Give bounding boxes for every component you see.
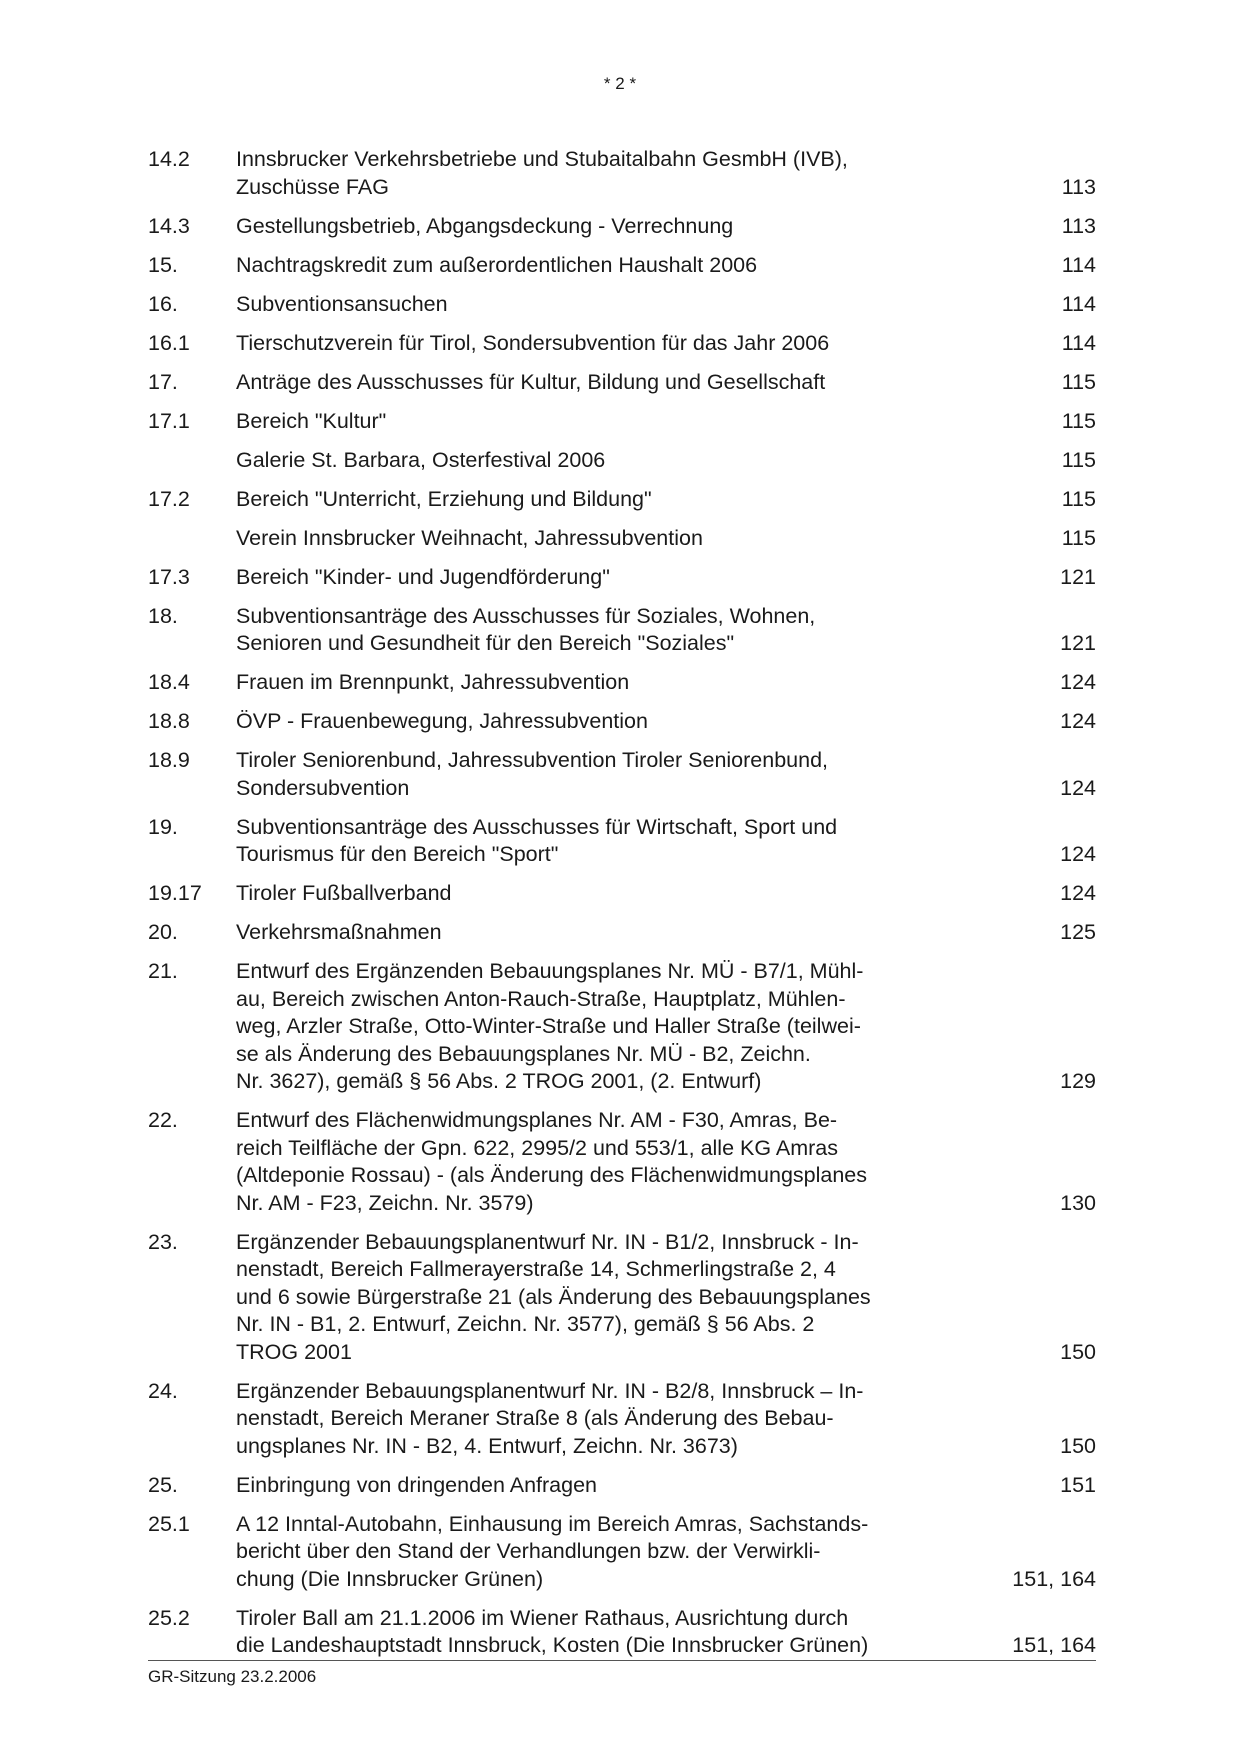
toc-entry [148,408,1096,436]
toc-entry [148,747,1096,802]
toc-entry [148,880,1096,908]
toc-entry-title: Subventionsansuchen [236,291,448,316]
toc-entry-number: 23. [148,1229,178,1254]
toc-entry [148,958,1096,1096]
toc-entry-title: Entwurf des Ergänzenden Bebauungsplanes Nr. MÜ - B7/1, Mühl- au, Bereich zwischen Anton-Rauch-Straße, Hauptplatz, Mühlen- weg, Arzler Straße, Otto-Winter-Straße und Haller Straße (teilwei- se als Änderung des Bebauungsplanes Nr. MÜ - B2, Zeichn. Nr. 3627), gemäß § 56 Abs. 2 TROG 2001, (2. Entwurf) [236,959,864,1093]
toc-entry-number: 18.8 [148,709,190,733]
toc-entry-number: 14.3 [148,213,190,238]
toc-entry [148,708,1096,736]
toc-entry-title: Verein Innsbrucker Weihnacht, Jahressubvention [236,525,703,550]
toc-entry-title: Verkehrsmaßnahmen [236,920,442,944]
toc-entry-page: 113 [1061,213,1096,238]
toc-entry-number: 24. [148,1378,178,1403]
toc-entry-page: 121 [1060,564,1096,589]
toc-entry [148,814,1096,869]
toc-entry-number: 18.9 [148,748,190,772]
toc-entry-title: Ergänzender Bebauungsplanentwurf Nr. IN - B2/8, Innsbruck – In- nenstadt, Bereich Meraner Straße 8 (als Änderung des Bebau- ungsplanes Nr. IN - B2, 4. Entwurf, Zeichn. Nr. 3673) [236,1378,864,1458]
toc-entry [148,1107,1096,1217]
toc-entry [148,330,1096,358]
toc-entry-title: Innsbrucker Verkehrsbetriebe und Stubaitalbahn GesmbH (IVB), Zuschüsse FAG [236,147,848,199]
toc-entry-title: Ergänzender Bebauungsplanentwurf Nr. IN - B1/2, Innsbruck - In- nenstadt, Bereich Fallmerayerstraße 14, Schmerlingstraße 2, 4 und 6 sowie Bürgerstraße 21 (als Änderung des Bebauungsplanes Nr. IN - B1, 2. Entwurf, Zeichn. Nr. 3577), gemäß § 56 Abs. 2 TROG 2001 [236,1229,871,1364]
toc-entry [148,369,1096,397]
toc-entry-title: A 12 Inntal-Autobahn, Einhausung im Bereich Amras, Sachstands- bericht über den Stand der Verhandlungen bzw. der Verwirkli- chung (Die Innsbrucker Grünen) [236,1511,869,1591]
toc-entry-page: 115 [1061,369,1096,394]
toc-entry-page: 151, 164 [1012,1633,1096,1657]
toc-entry [148,252,1096,280]
page-number-header: * 2 * [603,74,637,93]
toc-entry-title: Tiroler Ball am 21.1.2006 im Wiener Rathaus, Ausrichtung durch die Landeshauptstadt Innsbruck, Kosten (Die Innsbrucker Grünen) [236,1605,869,1657]
toc-entry-number: 15. [148,252,178,277]
toc-entry-title: Tierschutzverein für Tirol, Sondersubvention für das Jahr 2006 [236,330,830,355]
toc-entry-page: 114 [1061,252,1096,277]
toc-entry-title: Anträge des Ausschusses für Kultur, Bildung und Gesellschaft [236,369,826,394]
toc-entry-page: 124 [1060,881,1096,905]
toc-entry-number: 25. [148,1472,178,1497]
toc-entry-number: 17.2 [148,486,190,511]
toc-entry-page: 115 [1061,486,1096,511]
toc-entry [148,919,1096,947]
toc-entry-number: 17.3 [148,564,190,589]
toc-entry-title: Gestellungsbetrieb, Abgangsdeckung - Verrechnung [236,213,734,238]
toc-entry-number: 22. [148,1108,178,1132]
toc-entry-page: 114 [1061,330,1096,355]
toc-entry [148,291,1096,319]
toc-entry-page: 124 [1060,842,1096,866]
toc-entry-number: 25.2 [148,1605,190,1630]
toc-entry-page: 114 [1061,291,1096,316]
toc-entry [148,1229,1096,1367]
toc-entry-page: 129 [1060,1069,1096,1093]
toc-entry-title: Bereich "Unterricht, Erziehung und Bildung" [236,486,652,511]
toc-entry [148,1472,1096,1500]
toc-entry-page: 150 [1060,1339,1096,1364]
toc-entry-number: 18.4 [148,670,190,694]
toc-entry-page: 130 [1060,1190,1096,1215]
table-of-contents [148,146,1096,1671]
footer-session-label: GR-Sitzung 23.2.2006 [148,1667,317,1686]
toc-entry-number: 14.2 [148,147,190,171]
toc-entry-number: 19.17 [148,881,202,905]
toc-entry-number: 16. [148,291,178,316]
toc-entry-title: Subventionsanträge des Ausschusses für Wirtschaft, Sport und Tourismus für den Bereich "Sport" [236,814,838,866]
toc-entry-number: 18. [148,603,178,628]
toc-entry-page: 113 [1061,174,1096,199]
toc-entry-title: Frauen im Brennpunkt, Jahressubvention [236,670,630,694]
toc-entry [148,447,1096,475]
toc-entry-page: 124 [1060,775,1096,800]
toc-entry [148,669,1096,697]
toc-entry-page: 151 [1060,1472,1096,1497]
toc-entry [148,1378,1096,1461]
toc-entry-number: 17. [148,369,178,394]
toc-entry-number: 20. [148,920,178,944]
toc-entry [148,1511,1096,1594]
toc-entry-page: 115 [1061,408,1096,433]
toc-entry-title: Subventionsanträge des Ausschusses für Soziales, Wohnen, Senioren und Gesundheit für den Bereich "Soziales" [236,603,816,655]
toc-entry [148,1605,1096,1660]
toc-entry-page: 121 [1060,631,1096,655]
toc-entry-title: Bereich "Kultur" [236,408,387,433]
toc-entry-title: ÖVP - Frauenbewegung, Jahressubvention [236,709,648,733]
toc-entry-title: Einbringung von dringenden Anfragen [236,1472,598,1497]
toc-entry-page: 150 [1060,1433,1096,1458]
toc-entry-page: 115 [1061,447,1096,472]
toc-entry [148,146,1096,201]
toc-entry-title: Tiroler Fußballverband [236,881,452,905]
toc-entry-page: 125 [1060,920,1096,944]
toc-entry-number: 16.1 [148,330,190,355]
toc-entry-number: 19. [148,814,178,839]
toc-entry-number: 25.1 [148,1511,190,1536]
toc-entry-page: 115 [1061,525,1096,550]
toc-entry [148,525,1096,553]
toc-entry-title: Tiroler Seniorenbund, Jahressubvention Tiroler Seniorenbund, Sondersubvention [236,748,829,800]
toc-entry-title: Entwurf des Flächenwidmungsplanes Nr. AM - F30, Amras, Be- reich Teilfläche der Gpn. 622, 2995/2 und 553/1, alle KG Amras (Altdeponie Rossau) - (als Änderung des Flächenwidmungsplanes Nr. AM - F23, Zeichn. Nr. 3579) [236,1108,868,1215]
toc-entry-title: Galerie St. Barbara, Osterfestival 2006 [236,447,606,472]
toc-entry [148,486,1096,514]
toc-entry-number: 21. [148,959,178,983]
toc-entry-page: 124 [1060,709,1096,733]
toc-entry [148,213,1096,241]
toc-entry-page: 151, 164 [1012,1566,1096,1591]
toc-entry-title: Bereich "Kinder- und Jugendförderung" [236,564,610,589]
toc-entry-title: Nachtragskredit zum außerordentlichen Haushalt 2006 [236,252,758,277]
toc-entry [148,603,1096,658]
toc-entry-page: 124 [1060,670,1096,694]
footer-divider [148,1660,1096,1661]
toc-entry-number: 17.1 [148,408,190,433]
toc-entry [148,564,1096,592]
